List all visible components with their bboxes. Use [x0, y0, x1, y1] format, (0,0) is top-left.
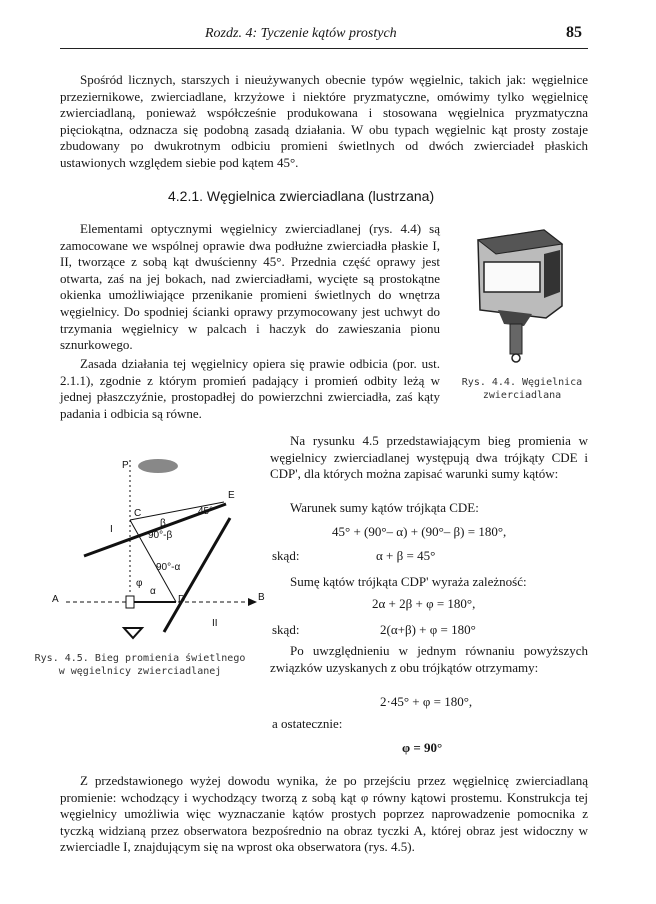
label-angle-90-alpha: 90°-α: [156, 562, 181, 573]
label-angle-45: 45°: [198, 506, 214, 517]
label-beta: β: [160, 518, 166, 529]
paragraph-elements: Elementami optycznymi węgielnicy zwierciadlanej (rys. 4.4) są zamocowane we wspólnej oprawie dwa podłużne zwierciadła płaskie I, II, tworzące z sobą kąt dwuścienny 45°. Przednia część oprawy jest otwarta, zaś na jej bokach, nad zwierciadłami, wycięte są prostokątne okienka umożliwiające przenikanie promieni świetlnych do wnętrza węgielnicy. Do spodniej ścianki oprawy przymocowany jest uchwyt do trzymania węgielnicy w palcach i haczyk do zawieszania pionu sznurkowego.: [60, 221, 440, 353]
equation-3: 2α + 2β + φ = 180°,: [372, 596, 476, 611]
figure-4-4-mirror-square: [474, 226, 566, 364]
equation-2: α + β = 45°: [376, 548, 436, 563]
label-whence-2: skąd:: [272, 622, 300, 637]
paragraph-principle: Zasada działania tej węgielnicy opiera się prawie odbicia (por. ust. 2.1.1), zgodnie z którym promień padający i promień odbity leżą w jednej płaszczyźnie, prostopadłej do powierzchni zwierciadła, zaś kąty padania i odbicia są równe.: [60, 356, 440, 421]
intro-paragraph: Spośród licznych, starszych i nieużywanych obecnie typów węgielnic, takich jak: węgielnice przeziernikowe, zwierciadlane, krzyżowe i niektóre pryzmatyczne, omówimy tylko węgielnicę zwierciadlaną, ponieważ współcześnie produkowana i stosowana węgielnica pryzmatyczna pięciokątna, odznacza się podobną zasadą działania. W obu typach węgielnic kąt prosty zostaje zbudowany po dwukrotnym odbiciu promieni świetlnych od dwóch zwierciadeł płaskich ustawionych względem siebie pod kątem 45°.: [60, 72, 588, 170]
label-E: E: [228, 490, 235, 501]
label-alpha: α: [150, 586, 156, 597]
label-mirror-1: I: [110, 524, 113, 535]
page-number: 85: [566, 24, 582, 41]
figure-4-5-diagram: [52, 452, 266, 642]
equation-6: φ = 90°: [402, 740, 443, 755]
conclusion-paragraph: Z przedstawionego wyżej dowodu wynika, że po przejściu przez węgielnicę zwierciadlaną promienie: wchodzący i wychodzący tworzą z sobą kąt φ równy kątowi prostemu. Konstrukcja tej węgielnicy umożliwia więc wyznaczanie kątów prostych poprzez naprowadzenie pomocnika z tyczką widzianą przez obserwatora bezpośrednio na obraz tyczki A, której obraz jest widoczny w zwierciadle I, znajdującym się na wprost oka obserwatora (rys. 4.5).: [60, 773, 588, 855]
label-B: B: [258, 592, 265, 603]
equation-5: 2·45° + φ = 180°,: [380, 694, 473, 709]
figure-4-5-caption: Rys. 4.5. Bieg promienia świetlnego w węgielnicy zwierciadlanej: [34, 653, 246, 677]
paragraph-figure: Na rysunku 4.5 przedstawiającym bieg promienia w węgielnicy zwierciadlanej występują dwa trójkąty CDE i CDP', dla których można zapisać warunki sumy kątów:: [270, 433, 588, 482]
condition-cde: Warunek sumy kątów trójkąta CDE:: [290, 500, 479, 515]
label-phi: φ: [136, 578, 143, 589]
equation-1: 45° + (90°– α) + (90°– β) = 180°,: [332, 524, 507, 539]
paragraph-substitution: Po uwzględnieniu w jednym równaniu powyższych związków uzyskanych z obu trójkątów otrzymamy:: [270, 643, 588, 675]
label-mirror-2: II: [212, 618, 218, 629]
label-finally: a ostatecznie:: [272, 716, 343, 731]
equation-4: 2(α+β) + φ = 180°: [380, 622, 476, 637]
label-C: C: [134, 508, 142, 519]
section-heading: 4.2.1. Węgielnica zwierciadlana (lustrzana): [168, 188, 435, 204]
page-header: [60, 22, 588, 49]
label-D: D: [178, 594, 186, 605]
label-P: P: [122, 460, 129, 471]
figure-4-4-caption: Rys. 4.4. Węgielnica zwierciadlana: [461, 377, 583, 401]
label-angle-90-beta: 90°-β: [148, 530, 173, 541]
condition-cdp: Sumę kątów trójkąta CDP' wyraża zależność:: [290, 574, 527, 589]
chapter-title: Rozdz. 4: Tyczenie kątów prostych: [205, 26, 397, 41]
label-whence-1: skąd:: [272, 548, 300, 563]
label-A: A: [52, 594, 59, 605]
